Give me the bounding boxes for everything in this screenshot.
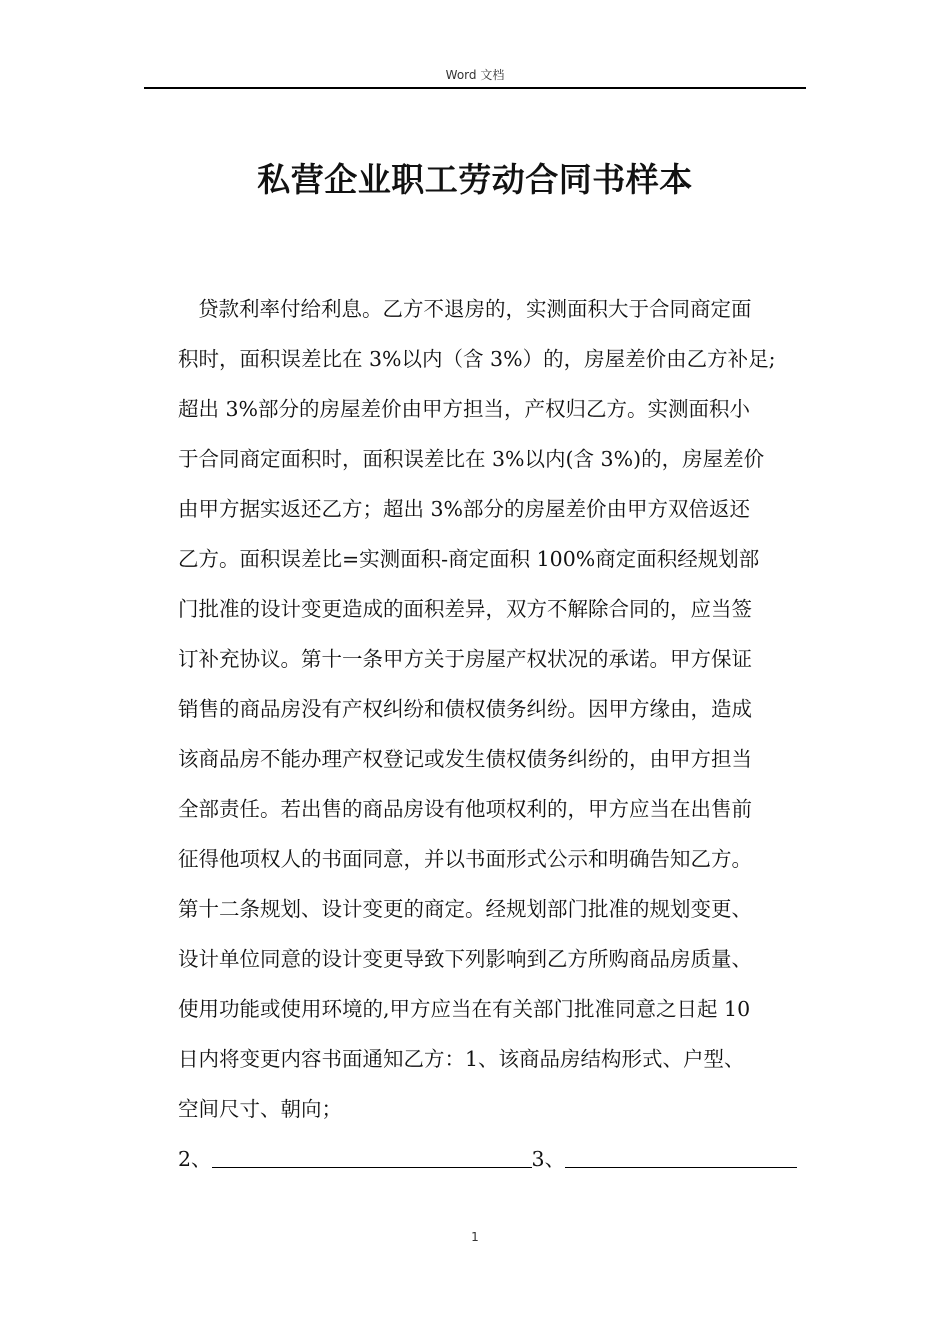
body-line: 日内将变更内容书面通知乙方：1、该商品房结构形式、户型、 — [178, 1047, 745, 1071]
body-line: 乙方。面积误差比=实测面积-商定面积 100%商定面积经规划部 — [178, 547, 760, 571]
body-line: 由甲方据实返还乙方；超出 3%部分的房屋差价由甲方双倍返还 — [178, 497, 751, 521]
body-line: 第十二条规划、设计变更的商定。经规划部门批准的规划变更、 — [178, 897, 752, 921]
document-title: 私营企业职工劳动合同书样本 — [257, 160, 693, 199]
item-3-blank — [565, 1145, 797, 1168]
body-line: 该商品房不能办理产权登记或发生债权债务纠纷的，由甲方担当 — [178, 747, 752, 771]
page-number: 1 — [471, 1230, 479, 1244]
header-divider — [144, 87, 806, 89]
body-line: 全部责任。若出售的商品房设有他项权利的，甲方应当在出售前 — [178, 797, 752, 821]
item-2-label: 2、 — [178, 1147, 212, 1171]
body-line: 征得他项权人的书面同意，并以书面形式公示和明确告知乙方。 — [178, 847, 752, 871]
body-line: 于合同商定面积时，面积误差比在 3%以内(含 3%)的，房屋差价 — [178, 447, 765, 471]
body-line: 超出 3%部分的房屋差价由甲方担当，产权归乙方。实测面积小 — [178, 397, 751, 421]
page-header: Word 文档 — [445, 68, 505, 82]
item-2-blank — [212, 1145, 532, 1168]
item-3-label: 3、 — [531, 1147, 566, 1171]
body-line: 门批准的设计变更造成的面积差异，双方不解除合同的，应当签 — [178, 597, 752, 621]
body-line: 订补充协议。第十一条甲方关于房屋产权状况的承诺。甲方保证 — [178, 647, 752, 671]
body-line: 空间尺寸、朝向； — [178, 1097, 342, 1121]
body-line: 设计单位同意的设计变更导致下列影响到乙方所购商品房质量、 — [178, 947, 752, 971]
fill-in-line — [178, 1141, 808, 1191]
document-body — [178, 291, 808, 1191]
body-line: 贷款利率付给利息。乙方不退房的，实测面积大于合同商定面 — [198, 297, 752, 321]
body-line: 销售的商品房没有产权纠纷和债权债务纠纷。因甲方缘由，造成 — [178, 697, 752, 721]
body-line: 使用功能或使用环境的,甲方应当在有关部门批准同意之日起 10 — [178, 997, 751, 1021]
body-line: 积时，面积误差比在 3%以内（含 3%）的，房屋差价由乙方补足; — [178, 347, 776, 371]
